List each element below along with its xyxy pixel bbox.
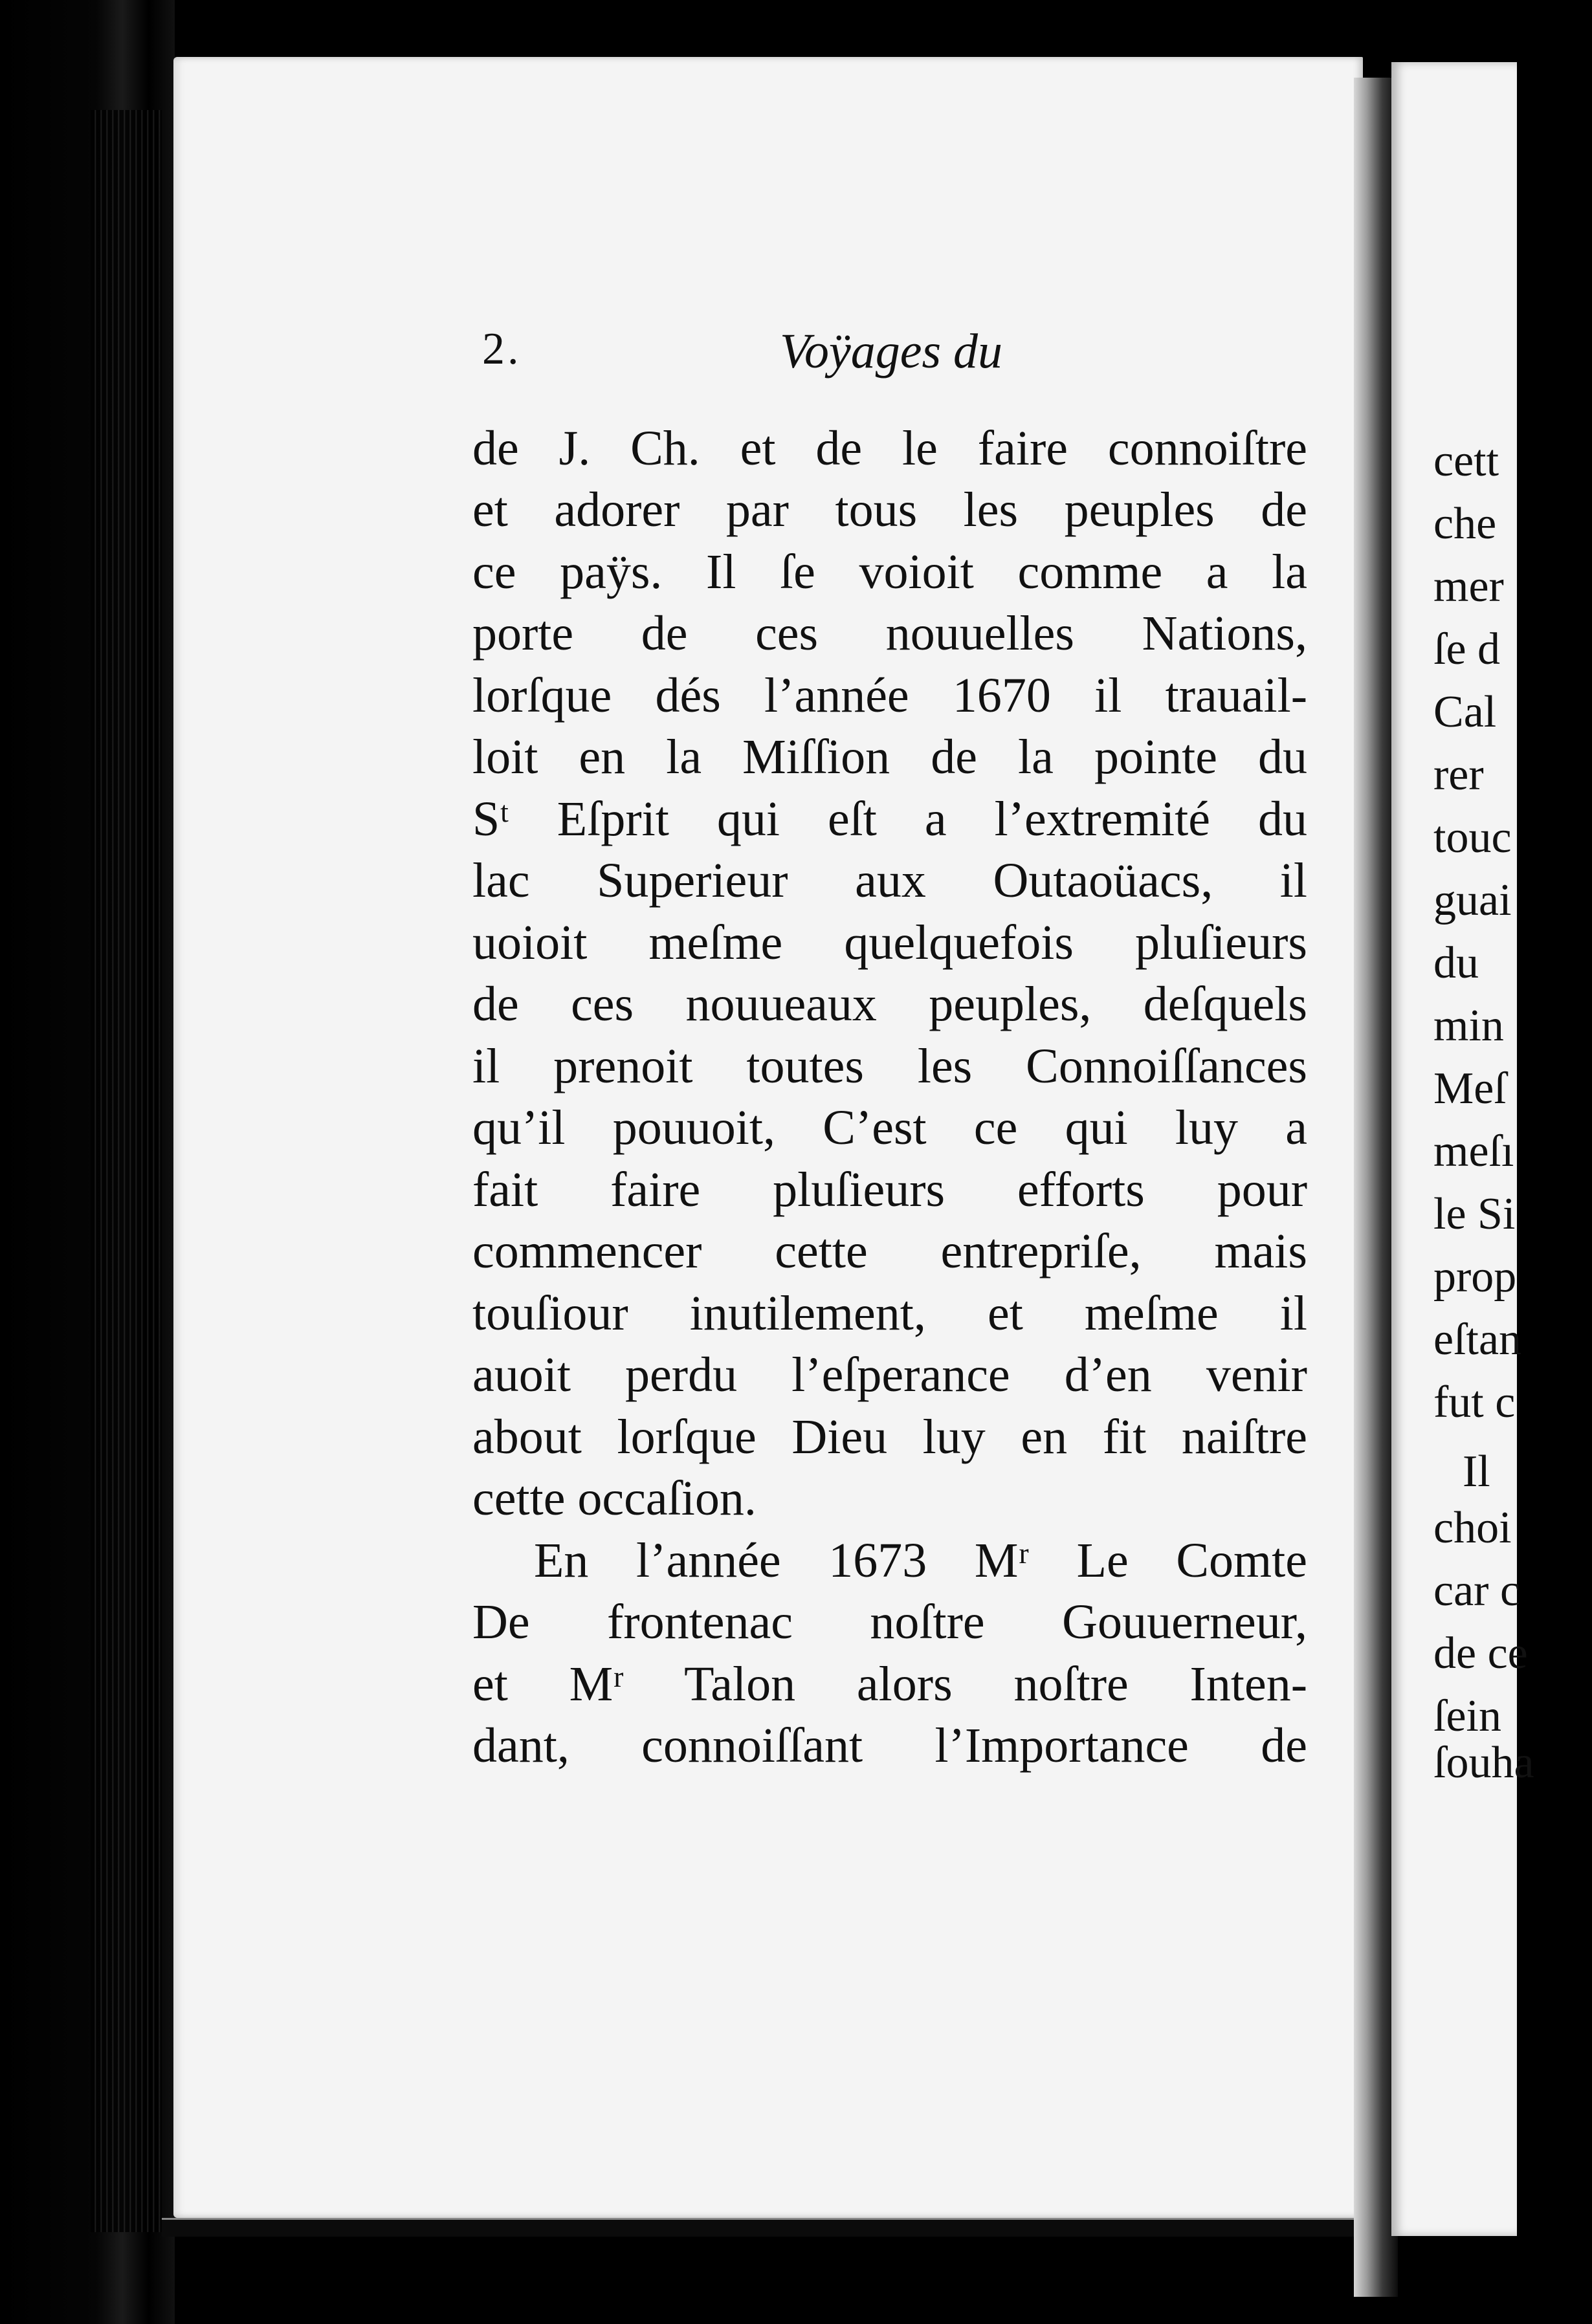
text-line: ce paÿs. Il ſe voioit comme a la: [472, 545, 1307, 599]
next-page-line: du: [1433, 938, 1479, 988]
next-page-line: meſı: [1433, 1126, 1514, 1176]
next-page-line: de ce: [1433, 1628, 1528, 1678]
next-page-line: car c: [1433, 1566, 1521, 1616]
page-number: 2.: [482, 324, 522, 374]
next-page-line: ſouha: [1433, 1738, 1534, 1788]
text-line: auoit perdu l’eſperance d’en venir: [472, 1348, 1307, 1402]
text-line: Sᵗ Eſprit qui eſt a l’extremité du: [472, 792, 1307, 846]
text-line: cette occaſion.: [472, 1471, 757, 1526]
next-page-line: fut c: [1433, 1377, 1516, 1427]
text-line: il prenoit toutes les Connoiſſances: [472, 1039, 1307, 1093]
text-line: De frontenac noſtre Gouuerneur,: [472, 1595, 1307, 1649]
next-page-line: Cal: [1433, 687, 1497, 737]
next-page-line: choi: [1433, 1503, 1512, 1553]
text-line: et Mʳ Talon alors noſtre Inten-: [472, 1657, 1307, 1711]
next-page-line: min: [1433, 1001, 1504, 1051]
text-line: lorſque dés l’année 1670 il trauail-: [472, 668, 1307, 723]
text-line: fait faire pluſieurs efforts pour: [472, 1163, 1307, 1217]
text-line: de J. Ch. et de le faire connoiſtre: [472, 421, 1307, 476]
text-line: commencer cette entrepriſe, mais: [472, 1224, 1307, 1278]
text-line: loit en la Miſſion de la pointe du: [472, 730, 1307, 784]
running-head: Voÿages du: [780, 324, 1003, 378]
next-page-line: ſe d: [1433, 624, 1501, 674]
next-page-line: rer: [1433, 750, 1484, 800]
next-page-line: touc: [1433, 813, 1512, 862]
text-line: En l’année 1673 Mʳ Le Comte: [534, 1533, 1307, 1588]
text-line: about lorſque Dieu luy en fit naiſtre: [472, 1410, 1307, 1464]
text-line: touſiour inutilement, et meſme il: [472, 1286, 1307, 1341]
text-line: de ces nouueaux peuples, deſquels: [472, 977, 1307, 1031]
text-line: et adorer par tous les peuples de: [472, 483, 1307, 537]
text-line: lac Superieur aux Outaoüacs, il: [472, 853, 1307, 908]
next-page-line: che: [1433, 499, 1497, 549]
next-page-line: mer: [1433, 562, 1504, 611]
text-line: qu’il pouuoit, C’est ce qui luy a: [472, 1101, 1307, 1155]
next-page-line: ſein: [1433, 1691, 1501, 1741]
next-page-line: prop: [1433, 1252, 1517, 1302]
next-page-line: Meſ: [1433, 1064, 1507, 1113]
next-page-line: eſtan: [1433, 1315, 1522, 1365]
next-page-line: cett: [1433, 436, 1499, 486]
next-page-line: Il: [1463, 1447, 1490, 1496]
next-page-line: le Si: [1433, 1189, 1516, 1239]
text-line: uoioit meſme quelquefois pluſieurs: [472, 915, 1307, 970]
next-page-line: guai: [1433, 875, 1512, 925]
text-line: dant, connoiſſant l’Importance de: [472, 1718, 1307, 1773]
text-line: porte de ces nouuelles Nations,: [472, 606, 1307, 661]
